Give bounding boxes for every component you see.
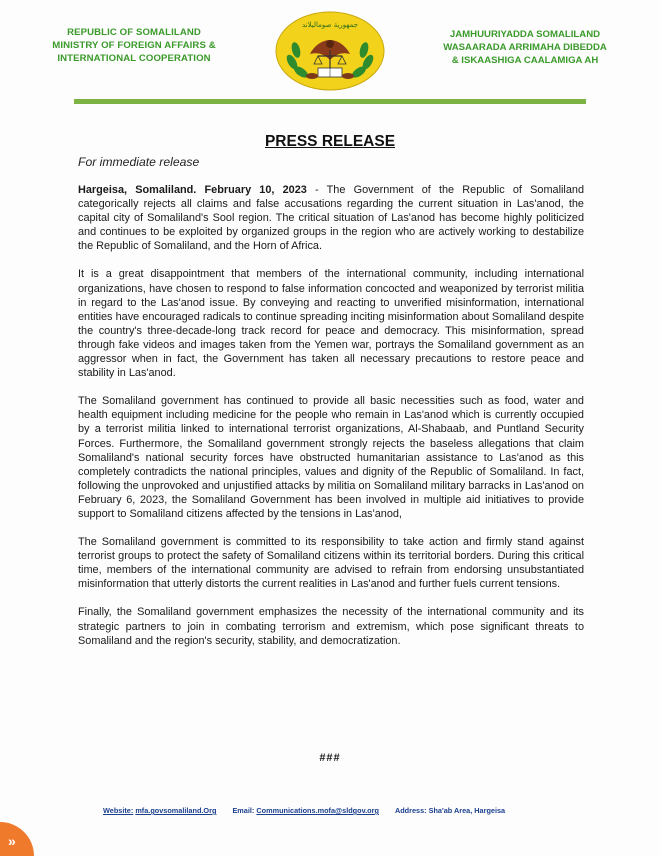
dateline: Hargeisa, Somaliland. February 10, 2023 <box>78 184 307 196</box>
footer-email <box>232 806 378 815</box>
header-divider <box>74 99 586 104</box>
header-left-line-1: REPUBLIC OF SOMALILAND <box>67 27 201 38</box>
somaliland-coat-of-arms-emblem <box>274 10 386 92</box>
end-mark: ### <box>319 752 341 764</box>
footer-address <box>395 806 505 815</box>
website-label: Website: <box>103 806 134 815</box>
header-left-english <box>30 26 238 65</box>
paragraph-2: It is a great disappointment that members of the international community, including international organizations, have chosen to respond to false information concocted and weaponized by terrorist militia in regard to the Las'anod issue. By conveying and reacting to unverified misinformation, international entities have encouraged radicals to continue spreading inciting misinformation about Somaliland despite the country's three-decade-long track record for peace and democracy. This misinformation, spread through fake videos and images taken from the Yemen war, portrays the Somaliland government as an aggressor when in fact, the Government has taken all necessary precautions to restore peace and stability in Las'anod. <box>78 268 584 380</box>
paragraph-3: The Somaliland government has continued to provide all basic necessities such as food, water and health equipment including medicine for the people who remain in Las'anod which is currently occupied by a terrorist militia linked to international terrorist organizations, Al-Shabaab, and Puntland Security Forces. Furthermore, the Somaliland government strongly rejects the baseless allegations that claim Somaliland's national security forces have obstructed humanitarian assistance to Las'anod as this completely contradicts the national principles, values and dignity of the Republic of Somaliland. In fact, following the unprovoked and unjustified attacks by militia on Somaliland military barracks in Las'anod on February 6, 2023, the Somaliland Government has been involved in multiple aid initiatives to provide support to Somaliland citizens affected by the tensions in Las'anod, <box>78 395 584 520</box>
footer-contact <box>103 806 573 815</box>
footer-website <box>103 806 216 815</box>
address-value: Sha'ab Area, Hargeisa <box>428 806 506 815</box>
page-title: PRESS RELEASE <box>264 133 396 150</box>
press-release-body <box>78 183 584 662</box>
website-link[interactable]: mfa.govsomaliland.Org <box>135 806 217 815</box>
header-right-line-1: JAMHUURIYADDA SOMALILAND <box>449 29 601 40</box>
header-right-line-2: WASAARADA ARRIMAHA DIBEDDA <box>443 42 607 53</box>
paragraph-5: Finally, the Somaliland government emphasizes the necessity of the international community and its strategic partners to join in combating terrorism and extremism, which pose significant threats to Somaliland and the region's security, stability, and democratization. <box>78 606 584 647</box>
header-left-line-2: MINISTRY OF FOREIGN AFFAIRS & <box>52 40 216 51</box>
corner-tab[interactable] <box>0 822 34 856</box>
paragraph-1 <box>78 183 584 253</box>
header-right-somali <box>420 28 630 67</box>
release-subtitle: For immediate release <box>78 155 200 169</box>
address-label: Address: <box>394 806 427 815</box>
paragraph-4: The Somaliland government is committed to its responsibility to take action and firmly stand against terrorist groups to protect the safety of Somaliland citizens within its territorial borders. During this critical time, members of the international community are advised to refrain from endorsing unsubstantiated misinformation that utterly distorts the current realities in Las'anod and further fuels current tensions. <box>78 536 584 591</box>
emblem-script-text: جمهورية صوماليلاند <box>301 21 359 29</box>
header-right-line-3: & ISKAASHIGA CAALAMIGA AH <box>451 55 599 66</box>
header-left-line-3: INTERNATIONAL COOPERATION <box>57 53 211 64</box>
double-chevron-icon: » <box>8 833 16 849</box>
email-link[interactable]: Communications.mofa@sldgov.org <box>256 806 379 815</box>
paragraph-1-text: - The Government of the Republic of Somaliland categorically rejects all claims and false accusations regarding the current situation in Las'anod, the capital city of Somaliland's Sool region. The critical situation of Las'anod has become highly politicized and continues to be exploited by organized groups in the region who are actively working to destabilize the Republic of Somaliland, and the Horn of Africa. <box>78 184 584 253</box>
email-label: Email: <box>232 806 255 815</box>
